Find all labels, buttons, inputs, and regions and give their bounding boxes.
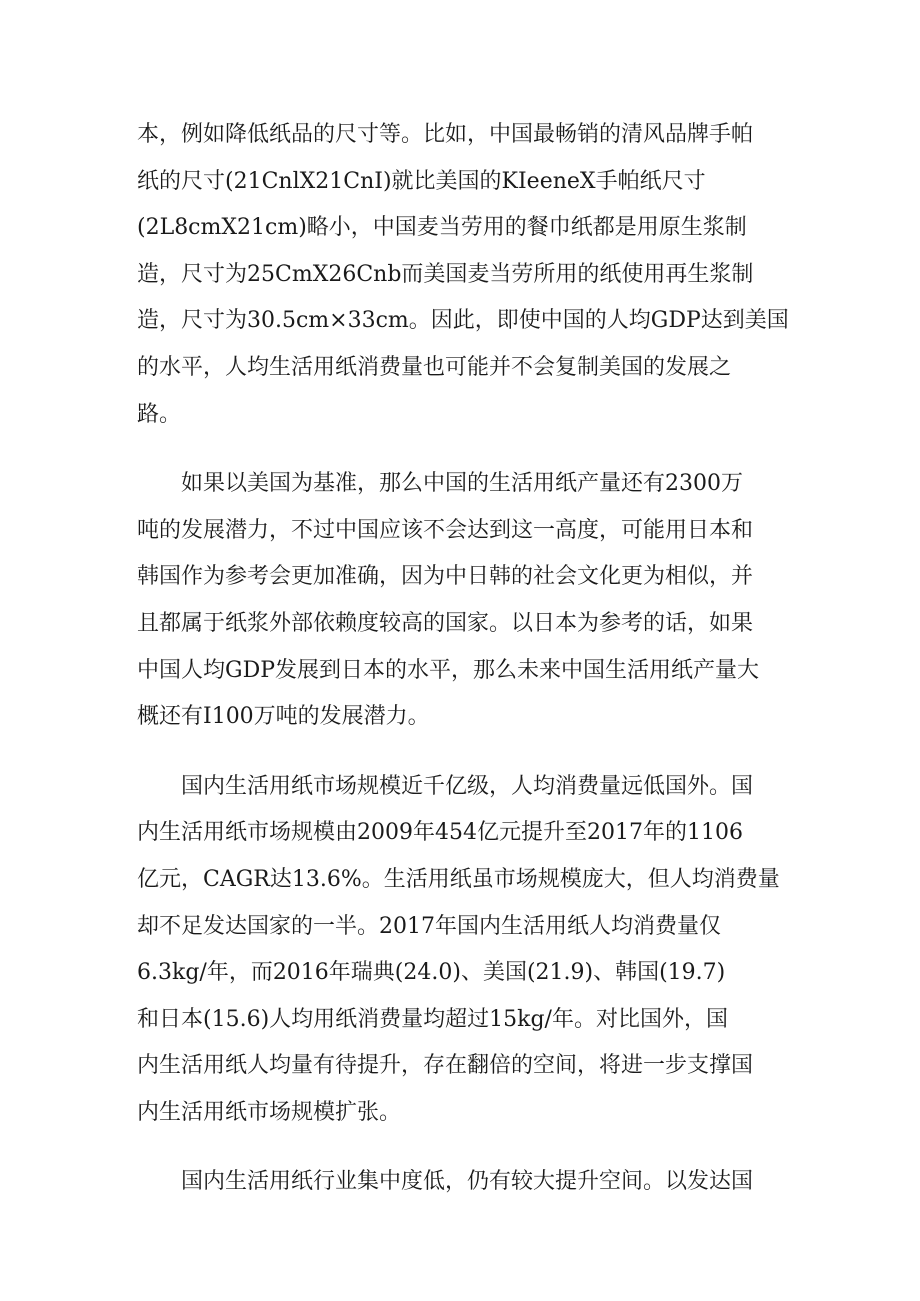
text-line: 且都属于纸浆外部依赖度较高的国家。以日本为参考的话，如果 [137, 610, 754, 636]
paragraph-production-potential [0, 461, 920, 741]
document-body [0, 112, 920, 1229]
text-line: 6.3kg/年，而2016年瑞典(24.0)、美国(21.9)、韩国(19.7) [137, 960, 726, 986]
text-line: 内生活用纸市场规模由2009年454亿元提升至2017年的1106 [137, 820, 743, 846]
text-line: 概还有I100万吨的发展潜力。 [137, 704, 430, 730]
text-line: 吨的发展潜力，不过中国应该不会达到这一高度，可能用日本和 [137, 517, 754, 543]
text-line: 如果以美国为基准，那么中国的生活用纸产量还有2300万 [181, 471, 743, 497]
text-line: 本，例如降低纸品的尺寸等。比如，中国最畅销的清风品牌手帕 [137, 122, 754, 147]
text-line: 内生活用纸人均量有待提升，存在翻倍的空间，将进一步支撑国 [137, 1053, 754, 1079]
text-line: 却不足发达国家的一半。2017年国内生活用纸人均消费量仅 [137, 913, 721, 939]
text-line: 的水平，人均生活用纸消费量也可能并不会复制美国的发展之 [137, 354, 732, 380]
text-line: 内生活用纸市场规模扩张。 [137, 1099, 402, 1125]
paragraph-paper-size-comparison [0, 112, 920, 438]
text-line: 和日本(15.6)人均用纸消费量均超过15kg/年。对比国外，国 [137, 1006, 728, 1032]
text-line: 中国人均GDP发展到日本的水平，那么未来中国生活用纸产量大 [137, 657, 760, 683]
text-line: 国内生活用纸市场规模近千亿级，人均消费量远低国外。国 [181, 773, 754, 799]
text-line: (2L8cmX21cm)略小，中国麦当劳用的餐巾纸都是用原生浆制 [137, 215, 747, 241]
text-line: 亿元，CAGR达13.6%。生活用纸虽市场规模庞大，但人均消费量 [137, 866, 780, 892]
paragraph-market-size [0, 764, 920, 1137]
text-line: 造，尺寸为30.5cm×33cm。因此，即使中国的人均GDP达到美国 [137, 308, 789, 334]
text-line: 韩国作为参考会更加准确，因为中日韩的社会文化更为相似，并 [137, 564, 754, 590]
text-line: 造，尺寸为25CmX26Cnb而美国麦当劳所用的纸使用再生浆制 [137, 261, 754, 287]
text-line: 纸的尺寸(21CnlX21CnI)就比美国的KIeeneX手帕纸尺寸 [137, 168, 706, 194]
text-line: 国内生活用纸行业集中度低，仍有较大提升空间。以发达国 [181, 1169, 754, 1195]
text-line: 路。 [137, 401, 182, 427]
paragraph-industry-concentration [0, 1159, 920, 1206]
